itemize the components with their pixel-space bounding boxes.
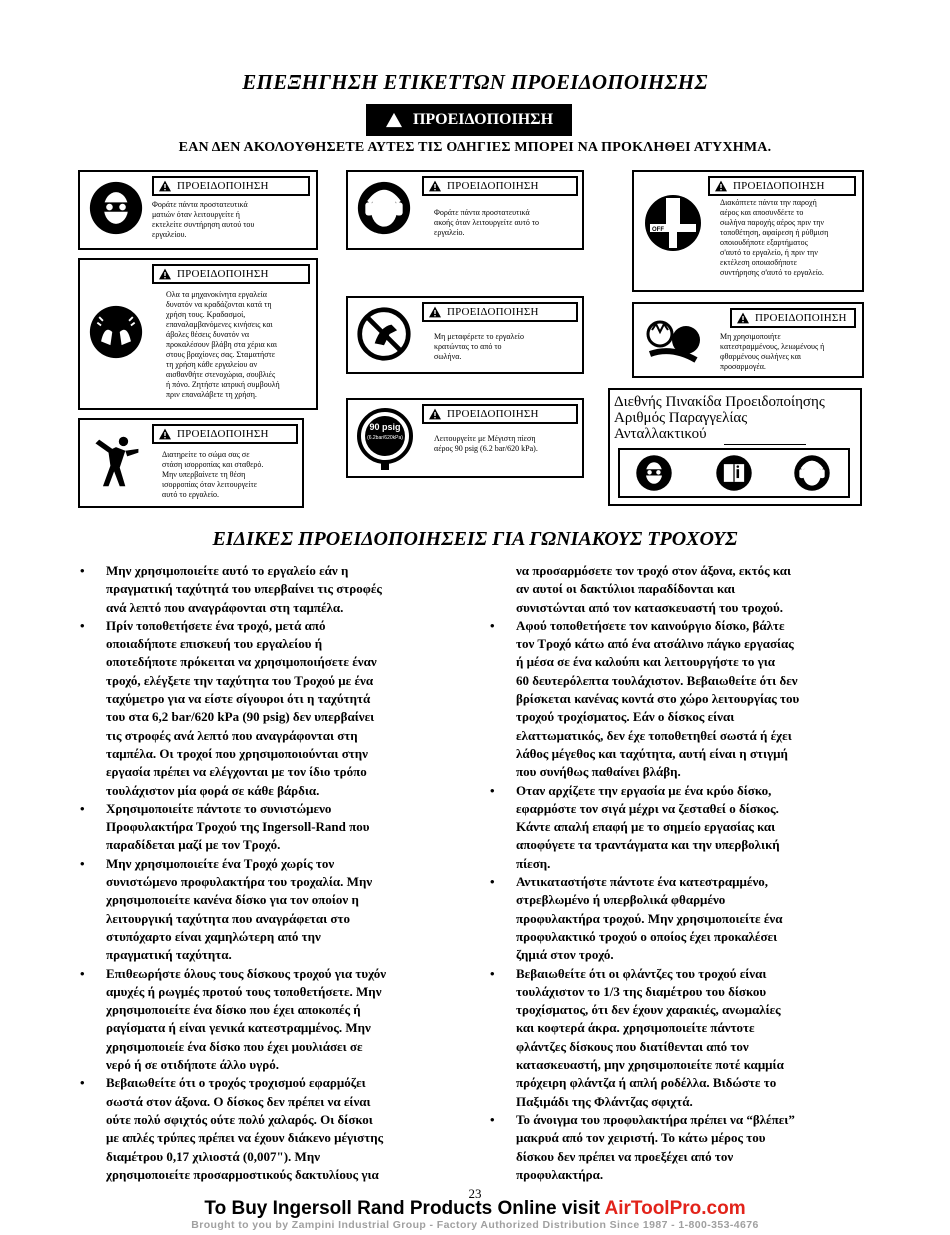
warning-banner — [366, 104, 572, 136]
list-item-line: προφυλακτικό τροχού ο οποίος έχει προκαλέσει — [516, 928, 778, 944]
label-line: Μη μεταφέρετε το εργαλείο — [434, 332, 524, 341]
list-item-line: Πρίν τοποθετήσετε ένα τροχό, μετά από — [106, 617, 326, 633]
label-line: εργαλείο. — [434, 228, 465, 237]
list-item-line: δίσκου δεν πρέπει να προεξέχει από τον — [516, 1148, 734, 1164]
label-line: τη χρήση κάθε εργαλείου αν — [166, 360, 258, 369]
warning-list-item — [490, 965, 890, 1111]
label-heading: ΠΡΟΕΙΔΟΠΟΙΗΣΗ — [177, 268, 269, 280]
goggles-icon — [634, 454, 674, 492]
list-item-line: τις στροφές ανά λεπτό που αναγράφονται στη — [106, 727, 358, 743]
warning-list-item — [490, 1111, 890, 1184]
list-item-line: ή μέσα σε ένα καλούπι και λειτουργήστε το για — [516, 654, 775, 670]
label-line: κατεστραμμένους, λειωμένους ή — [720, 342, 825, 351]
intl-line: Αριθμός Παραγγελίας — [614, 410, 748, 426]
label-line: Διατηρείτε το σώμα σας σε — [162, 450, 250, 459]
list-item-line: διαμέτρου 0,17 χιλιοστά (0,007"). Μην — [106, 1148, 321, 1164]
list-item-line: λάθος μέγεθος και ταχύτητα, αυτή είναι η στιγμή — [516, 745, 788, 761]
list-item-line: ταχύμετρο για να είστε σίγουροι ότι η ταχύτητά — [106, 691, 371, 707]
label-line: σωλήνα παροχής αέρος πριν την — [720, 218, 825, 227]
warning-list-item — [80, 800, 460, 855]
label-line: σ'αυτό το εργαλείο, ή πριν την — [720, 248, 818, 257]
list-item-line: αποφύγετε τα τραντάγματα και την υπερβολική — [516, 837, 780, 853]
list-item-line: Αντικαταστήστε πάντοτε ένα κατεστραμμένο, — [516, 874, 769, 890]
warning-list-item — [80, 617, 460, 800]
section-title: ΕΙΔΙΚΕΣ ΠΡΟΕΙΔΟΠΟΙΗΣΕΙΣ ΓΙΑ ΓΩΝΙΑΚΟΥΣ ΤΡΟΧΟΥΣ — [212, 528, 738, 550]
list-item-line: ανά λεπτό που αναγράφονται στη ταμπέλα. — [106, 599, 344, 615]
list-item-line: Το άνοιγμα του προφυλακτήρα πρέπει να “βλέπει” — [516, 1111, 795, 1127]
hearing-protection-icon — [356, 180, 412, 236]
page-title: ΕΠΕΞΗΓΗΣΗ ΕΤΙΚΕΤΤΩΝ ΠΡΟΕΙΔΟΠΟΙΗΣΗΣ — [242, 70, 708, 94]
list-item-line: βρίσκεται κανένας κοντά στο χώρο λειτουργίας του — [516, 691, 800, 707]
list-item-line: τουλάχιστον το 1/3 της διαμέτρου του δίσκου — [516, 983, 767, 999]
page-number: 23 — [468, 1186, 482, 1201]
list-item-line: οποιαδήποτε επισκευή του εργαλείου ή — [106, 636, 323, 652]
label-line: αυτό το εργαλείο. — [162, 490, 220, 499]
warning-list-item — [80, 965, 460, 1075]
label-heading: ΠΡΟΕΙΔΟΠΟΙΗΣΗ — [447, 306, 539, 318]
label-line: συντήρησης σ'αυτό το εργαλείο. — [720, 268, 824, 277]
label-heading: ΠΡΟΕΙΔΟΠΟΙΗΣΗ — [447, 180, 539, 192]
list-item-line: χρησιμοποιείτε ένα δίσκο που έχει αποκοπές ή — [106, 1002, 361, 1018]
label-heading: ΠΡΟΕΙΔΟΠΟΙΗΣΗ — [447, 408, 539, 420]
list-item-line: στυπόχαρτο είναι χαμηλώτερη από την — [106, 928, 321, 944]
warning-list-item — [80, 562, 460, 617]
list-item-line: και κοφτερά άκρα. χρησιμοποιείτε πάντοτε — [516, 1020, 755, 1036]
label-line: φθαρμένους σωλήνες και — [720, 352, 802, 361]
warning-triangle-icon — [428, 306, 442, 318]
label-line: σωλήνα. — [434, 352, 462, 361]
label-eye-protection — [78, 170, 318, 250]
label-line: Διακόπτετε πάντα την παροχή — [720, 198, 817, 207]
bullet-icon: • — [80, 617, 85, 633]
label-line: στους βραχίονες σας. Σταματήστε — [166, 350, 276, 359]
gauge-bottom-text: (6.2bar/620kPa) — [367, 435, 403, 441]
label-heading: ΠΡΟΕΙΔΟΠΟΙΗΣΗ — [755, 312, 847, 324]
bullet-icon: • — [80, 800, 85, 816]
continuation-line: αν αυτοί οι δακτύλιοι παραδίδονται και — [516, 581, 736, 597]
label-posture — [78, 418, 304, 508]
label-line: εργαλείου. — [152, 230, 187, 239]
warning-triangle-icon — [736, 312, 750, 324]
label-line: χρήση τους. Κραδασμοί, — [166, 310, 246, 319]
bullet-icon: • — [80, 855, 85, 871]
list-item-line: στρεβλωμένο ή υπερβολικά φθαρμένο — [516, 892, 726, 908]
bullet-icon: • — [80, 1075, 85, 1091]
warning-triangle-icon — [385, 112, 403, 128]
continuation-line: να προσαρμόσετε τον τροχό στον άξονα, εκτός και — [516, 563, 791, 578]
footer-link[interactable]: AirToolPro.com — [604, 1198, 746, 1219]
warning-triangle-icon — [158, 268, 172, 280]
label-line: οποιουδήποτε εξαρτήματος — [720, 238, 808, 247]
label-line: εκτελείτε συντήρηση αυτού του — [152, 220, 255, 229]
gauge-top-text: 90 psig — [369, 422, 401, 432]
off-label: OFF — [652, 227, 664, 233]
label-no-carry-by-hose — [346, 296, 584, 374]
list-item-line: Οταν αρχίζετε την εργασία με ένα κρύο δίσκο, — [516, 782, 772, 798]
list-item-line: που συνήθως παθαίνει βλάβη. — [516, 764, 681, 780]
label-line: ματιών όταν λειτουργείτε ή — [152, 210, 240, 219]
list-item-line: τροχού τροχίσματος. Εάν ο δίσκος είναι — [516, 709, 735, 725]
label-line: ακοής όταν λειτουργείτε αυτό το — [434, 218, 540, 227]
warning-triangle-icon — [428, 408, 442, 420]
list-item-line: πραγματική ταχύτητά του υπερβαίνει τις στροφές — [106, 581, 382, 597]
list-item-line: πρόχειρη φλάντζα ή απλή ροδέλλα. Βιδώστε το — [516, 1075, 777, 1091]
no-carry-by-hose-icon — [356, 306, 412, 362]
label-international-warning — [608, 388, 862, 506]
label-line: κρατώντας το από το — [434, 342, 502, 351]
list-item-line: εργασία πρέπει να ελέγχονται με τον ίδιο τρόπο — [106, 764, 367, 780]
vibrating-hands-icon — [88, 304, 144, 360]
label-line: Μη χρησιμοποιήτε — [720, 332, 781, 341]
label-line: τοποθέτηση, αφαίρεση ή ρύθμιση — [720, 228, 829, 237]
damaged-hose-icon — [642, 310, 704, 370]
warning-banner-text: ΠΡΟΕΙΔΟΠΟΙΗΣΗ — [412, 111, 554, 128]
list-item-line: Προφυλακτήρα Τροχού της Ingersoll-Rand που — [106, 819, 370, 835]
continuation-line: συνιστώνται από τον κατασκευαστή του τροχού. — [516, 599, 784, 615]
list-item-line: σωστά στον άξονα. Ο δίσκος δεν πρέπει να είναι — [106, 1093, 371, 1109]
label-line: πριν επαναλάβετε τη χρήση. — [166, 390, 257, 399]
label-line: Μην υπερβαίνετε τη θέση — [162, 470, 246, 479]
list-item-line: ραγίσματα ή είναι γενικά κατεστραμμένος. Μην — [106, 1020, 371, 1036]
right-column — [490, 562, 890, 1184]
list-item-line: πραγματική ταχύτητα. — [106, 947, 232, 963]
warning-list-item — [490, 873, 890, 964]
list-item-line: προφυλακτήρα. — [516, 1166, 604, 1182]
label-line: προσαρμογέα. — [720, 362, 766, 371]
footer-promo — [0, 1198, 950, 1220]
list-item-line: Αφού τοποθετήσετε τον καινούργιο δίσκο, βάλτε — [516, 617, 785, 633]
list-item-line: νερό ή σε οτιδήποτε άλλο υγρό. — [106, 1057, 279, 1073]
warning-triangle-icon — [428, 180, 442, 192]
bullet-icon: • — [490, 874, 495, 890]
bullet-icon: • — [490, 617, 495, 633]
list-item-line: αμυχές ή ρωγμές προτού τους τοποθετήσετε. Μην — [106, 983, 382, 999]
list-item-line: συνιστώμενο προφυλακτήρα του τροχαλία. Μην — [106, 874, 373, 890]
hearing-protection-icon — [792, 454, 832, 492]
list-item-line: ταμπέλα. Οι τροχοί που χρησιμοποιούνται στην — [106, 745, 368, 761]
list-item-line: Βεβαιωθείτε ότι ο τροχός τροχισμού εφαρμόζει — [106, 1075, 366, 1091]
label-line: προκαλέσουν βλάβη στα χέρια και — [166, 340, 277, 349]
list-item-line: Χρησιμοποιείτε πάντοτε το συνιστώμενο — [106, 800, 332, 816]
label-line: εκτέλεση οποιασδήποτε — [720, 258, 797, 267]
label-line: Φοράτε πάντα προστατευτικά — [152, 200, 248, 209]
warning-list-item — [490, 617, 890, 782]
list-item-line: τροχό, ελέγξετε την ταχύτητα του Τροχού με ένα — [106, 672, 374, 688]
read-manual-icon — [714, 454, 754, 492]
list-item-line: οποτεδήποτε πρόκειται να χρησιμοποιήσετε έναν — [106, 654, 377, 670]
list-item-line: πίεση. — [516, 855, 551, 871]
label-line: Ολα τα μηχανοκίνητα εργαλεία — [166, 290, 267, 299]
label-line: αέρος και αποσυνδέετε το — [720, 208, 804, 217]
bullet-icon: • — [80, 563, 85, 578]
warning-list-item — [80, 855, 460, 965]
list-item-line: Βεβαιωθείτε ότι οι φλάντζες του τροχού είναι — [516, 965, 767, 981]
list-item-line: τροχίσματος, ότι δεν έχουν χαρακιές, ανωμαλίες — [516, 1002, 781, 1018]
bullet-icon: • — [490, 965, 495, 981]
label-line: στάση ισορροπίας και σταθερό. — [162, 460, 264, 469]
list-item-line: τουλάχιστον μία φορά σε κάθε βάρδια. — [106, 782, 320, 798]
list-item-line: φλάντζες δίσκους που διατίθενται από τον — [516, 1038, 749, 1054]
label-line: άβολες θέσεις δυνατόν να — [166, 330, 250, 339]
label-line: Λειτουργείτε με Μέγιστη πίεση — [434, 434, 536, 443]
list-item-line: χρησιμοποιείε ένα δίσκο που έχει μουλιάσει σε — [106, 1038, 363, 1054]
label-line: αισθανθήτε στενοχώρια, σουβλιές — [166, 370, 276, 379]
list-item-line: ελαττωματικός, δεν έχε τοποθετηθεί σωστά ή έχει — [516, 727, 792, 743]
list-item-line: εφαρμόστε τον σιγά μέχρι να ζεσταθεί ο δίσκος. — [516, 800, 779, 816]
footer-text: To Buy Ingersoll Rand Products Online visit — [204, 1198, 605, 1219]
goggles-icon — [88, 180, 144, 236]
warning-triangle-icon — [158, 180, 172, 192]
list-item-line: του στα 6,2 bar/620 kPa (90 psig) δεν υπερβαίνει — [106, 709, 375, 725]
list-item-line: μακρυά από τον χειριστή. Το κάτω μέρος του — [516, 1130, 766, 1146]
list-item-line: ζημιά στον τροχό. — [516, 947, 614, 963]
intl-line: Ανταλλακτικού — [614, 426, 707, 442]
list-item-line: Κάντε απαλή επαφή με το σημείο εργασίας και — [516, 819, 776, 835]
list-item-line: με απλές τρύπες πρέπει να έχουν διάκενο μέγιστης — [106, 1130, 384, 1146]
warning-list-item — [80, 1074, 460, 1184]
list-item-line: κατασκευαστή, μην χρησιμοποιείτε ποτέ καμμία — [516, 1057, 784, 1073]
list-item-line: Μην χρησιμοποιείτε αυτό το εργαλείο εάν η — [106, 563, 349, 578]
label-line: Φοράτε πάντα προστατευτικά — [434, 208, 530, 217]
list-item-line: παραδίδεται μαζί με τον Τροχό. — [106, 837, 281, 853]
label-vibration — [78, 258, 318, 410]
list-item-line: λειτουργική ταχύτητα που αναγράφεται στο — [106, 910, 350, 926]
bullet-icon: • — [490, 782, 495, 798]
bullet-icon: • — [490, 1111, 495, 1127]
bullet-icon: • — [80, 965, 85, 981]
list-item-line: χρησιμοποιείτε κανένα δίσκο για τον οποίον η — [106, 892, 359, 908]
label-line: δυνατόν να κραδάζονται κατά τη — [166, 300, 272, 309]
label-heading: ΠΡΟΕΙΔΟΠΟΙΗΣΗ — [733, 180, 825, 192]
list-item-line: Παξιμάδι της Φλάντζας σφιχτά. — [516, 1093, 693, 1109]
footer-sub: Brought to you by Zampini Industrial Group - Factory Authorized Distribution Since 1987 - 1-800-353-4676 — [191, 1219, 759, 1231]
list-item-line: 60 δευτερόλεπτα τουλάχιστον. Βεβαιωθείτε ότι δεν — [516, 672, 798, 688]
label-max-pressure — [346, 398, 584, 478]
disconnect-air-icon — [642, 192, 704, 254]
overreaching-person-icon — [88, 434, 144, 490]
list-item-line: Μην χρησιμοποιείτε ένα Τροχό χωρίς τον — [106, 855, 335, 871]
label-disconnect-air — [632, 170, 864, 292]
list-item-line: ούτε πολύ σφιχτός ούτε πολύ χαλαρός. Οι δίσκοι — [106, 1111, 373, 1127]
pressure-gauge-icon — [352, 406, 418, 472]
warning-subtitle: ΕΑΝ ΔΕΝ ΑΚΟΛΟΥΘΗΣΕΤΕ ΑΥΤΕΣ ΤΙΣ ΟΔΗΓΙΕΣ ΜΠΟΡΕΙ ΝΑ ΠΡΟΚΛΗΘΕΙ ΑΤΥΧΗΜΑ. — [178, 140, 772, 155]
warning-triangle-icon — [158, 428, 172, 440]
label-line: επαναλαμβανόμενες κινήσεις και — [166, 320, 273, 329]
intl-line: Διεθνής Πινακίδα Προειδοποίησης — [614, 394, 825, 410]
label-line: ή πόνο. Ζητήστε ιατρική συμβουλή — [166, 380, 280, 389]
list-item-line: προφυλακτήρα τροχού. Μην χρησιμοποιείτε ένα — [516, 910, 783, 926]
label-heading: ΠΡΟΕΙΔΟΠΟΙΗΣΗ — [177, 428, 269, 440]
label-line: αέρος 90 psig (6.2 bar/620 kPa). — [434, 444, 538, 453]
left-column — [80, 562, 460, 1184]
label-damaged-hose — [632, 302, 864, 378]
label-heading: ΠΡΟΕΙΔΟΠΟΙΗΣΗ — [177, 180, 269, 192]
list-item-line: Επιθεωρήστε όλους τους δίσκους τροχού για τυχόν — [106, 965, 387, 981]
warning-triangle-icon — [714, 180, 728, 192]
warning-list-item — [490, 782, 890, 873]
list-item-line: τον Τροχό κάτω από ένα ατσάλινο πάγκο εργασίας — [516, 636, 794, 652]
list-item-line: χρησιμοποιείτε προσαρμοστικούς δακτυλίους για — [106, 1166, 379, 1182]
label-line: ισορροπίας όταν λειτουργείτε — [162, 480, 258, 489]
label-hearing-protection — [346, 170, 584, 250]
